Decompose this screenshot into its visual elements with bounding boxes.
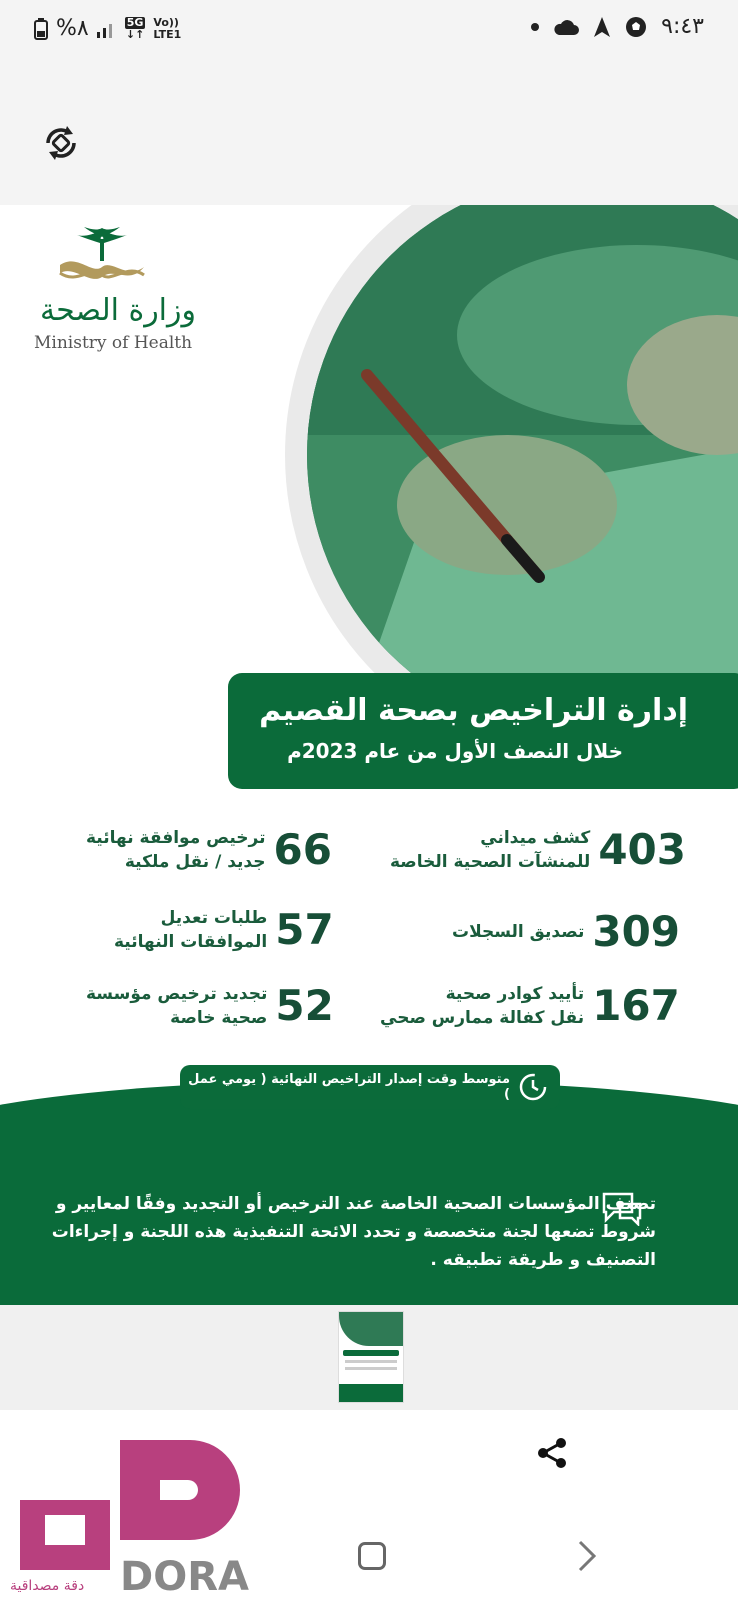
dora-watermark-logo	[0, 1430, 260, 1600]
stat-item: طلبات تعديل الموافقات النهائية 57	[114, 905, 334, 954]
status-left	[34, 16, 181, 41]
stat-value: 403	[598, 825, 686, 874]
stat-item: ترخيص موافقة نهائية جديد / نقل ملكية 66	[86, 825, 332, 874]
ministry-name-ar: وزارة الصحة	[40, 293, 196, 328]
classification-note: تصنف المؤسسات الصحية الخاصة عند الترخيص أو التجديد وفقًا لمعايير و شروط تضعها لجنة متخصصة و تحدد الائحة التنفيذية هذه اللجنة و إجراءات التصنيف و طريقة تطبيقه .	[51, 1194, 656, 1270]
stat-value: 167	[592, 981, 680, 1030]
battery-percent: %٨	[56, 16, 89, 41]
average-time-label: متوسط وقت إصدار التراخيص النهائية ( يومي عمل )	[188, 1072, 510, 1102]
stat-item: كشف ميداني للمنشآت الصحية الخاصة 403	[390, 825, 686, 874]
poster-image	[0, 205, 738, 1305]
cloud-icon	[553, 18, 579, 36]
poster-subtitle: خلال النصف الأول من عام 2023م	[287, 739, 623, 763]
rotate-icon[interactable]	[38, 120, 84, 166]
nav-back-chevron-icon[interactable]	[568, 1538, 604, 1574]
status-right	[531, 14, 704, 39]
stat-value: 309	[592, 907, 681, 956]
stat-item: تصديق السجلات 309	[452, 907, 681, 956]
svg-text:دقة مصداقية: دقة مصداقية	[10, 1578, 85, 1594]
stat-item: تأييد كوادر صحية نقل كفالة ممارس صحي 167	[380, 981, 680, 1030]
stat-value: 66	[273, 825, 332, 874]
stat-item: تجديد ترخيص مؤسسة صحية خاصة 52	[86, 981, 334, 1030]
network-lte: Vo)) LTE1	[153, 15, 182, 41]
stat-value: 52	[275, 981, 334, 1030]
network-5g: 5G ↓↑	[125, 15, 145, 41]
dot-icon	[531, 23, 539, 31]
poster-title: إدارة التراخيص بصحة القصيم	[259, 693, 688, 728]
share-icon[interactable]	[534, 1435, 570, 1471]
average-time-pill	[180, 1065, 560, 1109]
clock-time: ٩:٤٣	[661, 14, 704, 39]
stat-value: 57	[275, 905, 334, 954]
ministry-name-en: Ministry of Health	[34, 333, 193, 353]
title-card	[228, 673, 738, 789]
soccer-ball-icon	[625, 16, 647, 38]
thumbnail-current[interactable]	[338, 1311, 404, 1403]
viewer-top-bar	[0, 60, 738, 205]
location-arrow-icon	[593, 16, 611, 38]
status-bar	[0, 0, 738, 60]
battery-icon	[34, 18, 48, 40]
ministry-palm-logo-icon	[52, 225, 152, 285]
svg-text:DORA: DORA	[120, 1554, 249, 1600]
signal-icon	[97, 20, 117, 38]
clock-icon	[518, 1072, 548, 1102]
nav-home-button[interactable]	[358, 1542, 386, 1570]
